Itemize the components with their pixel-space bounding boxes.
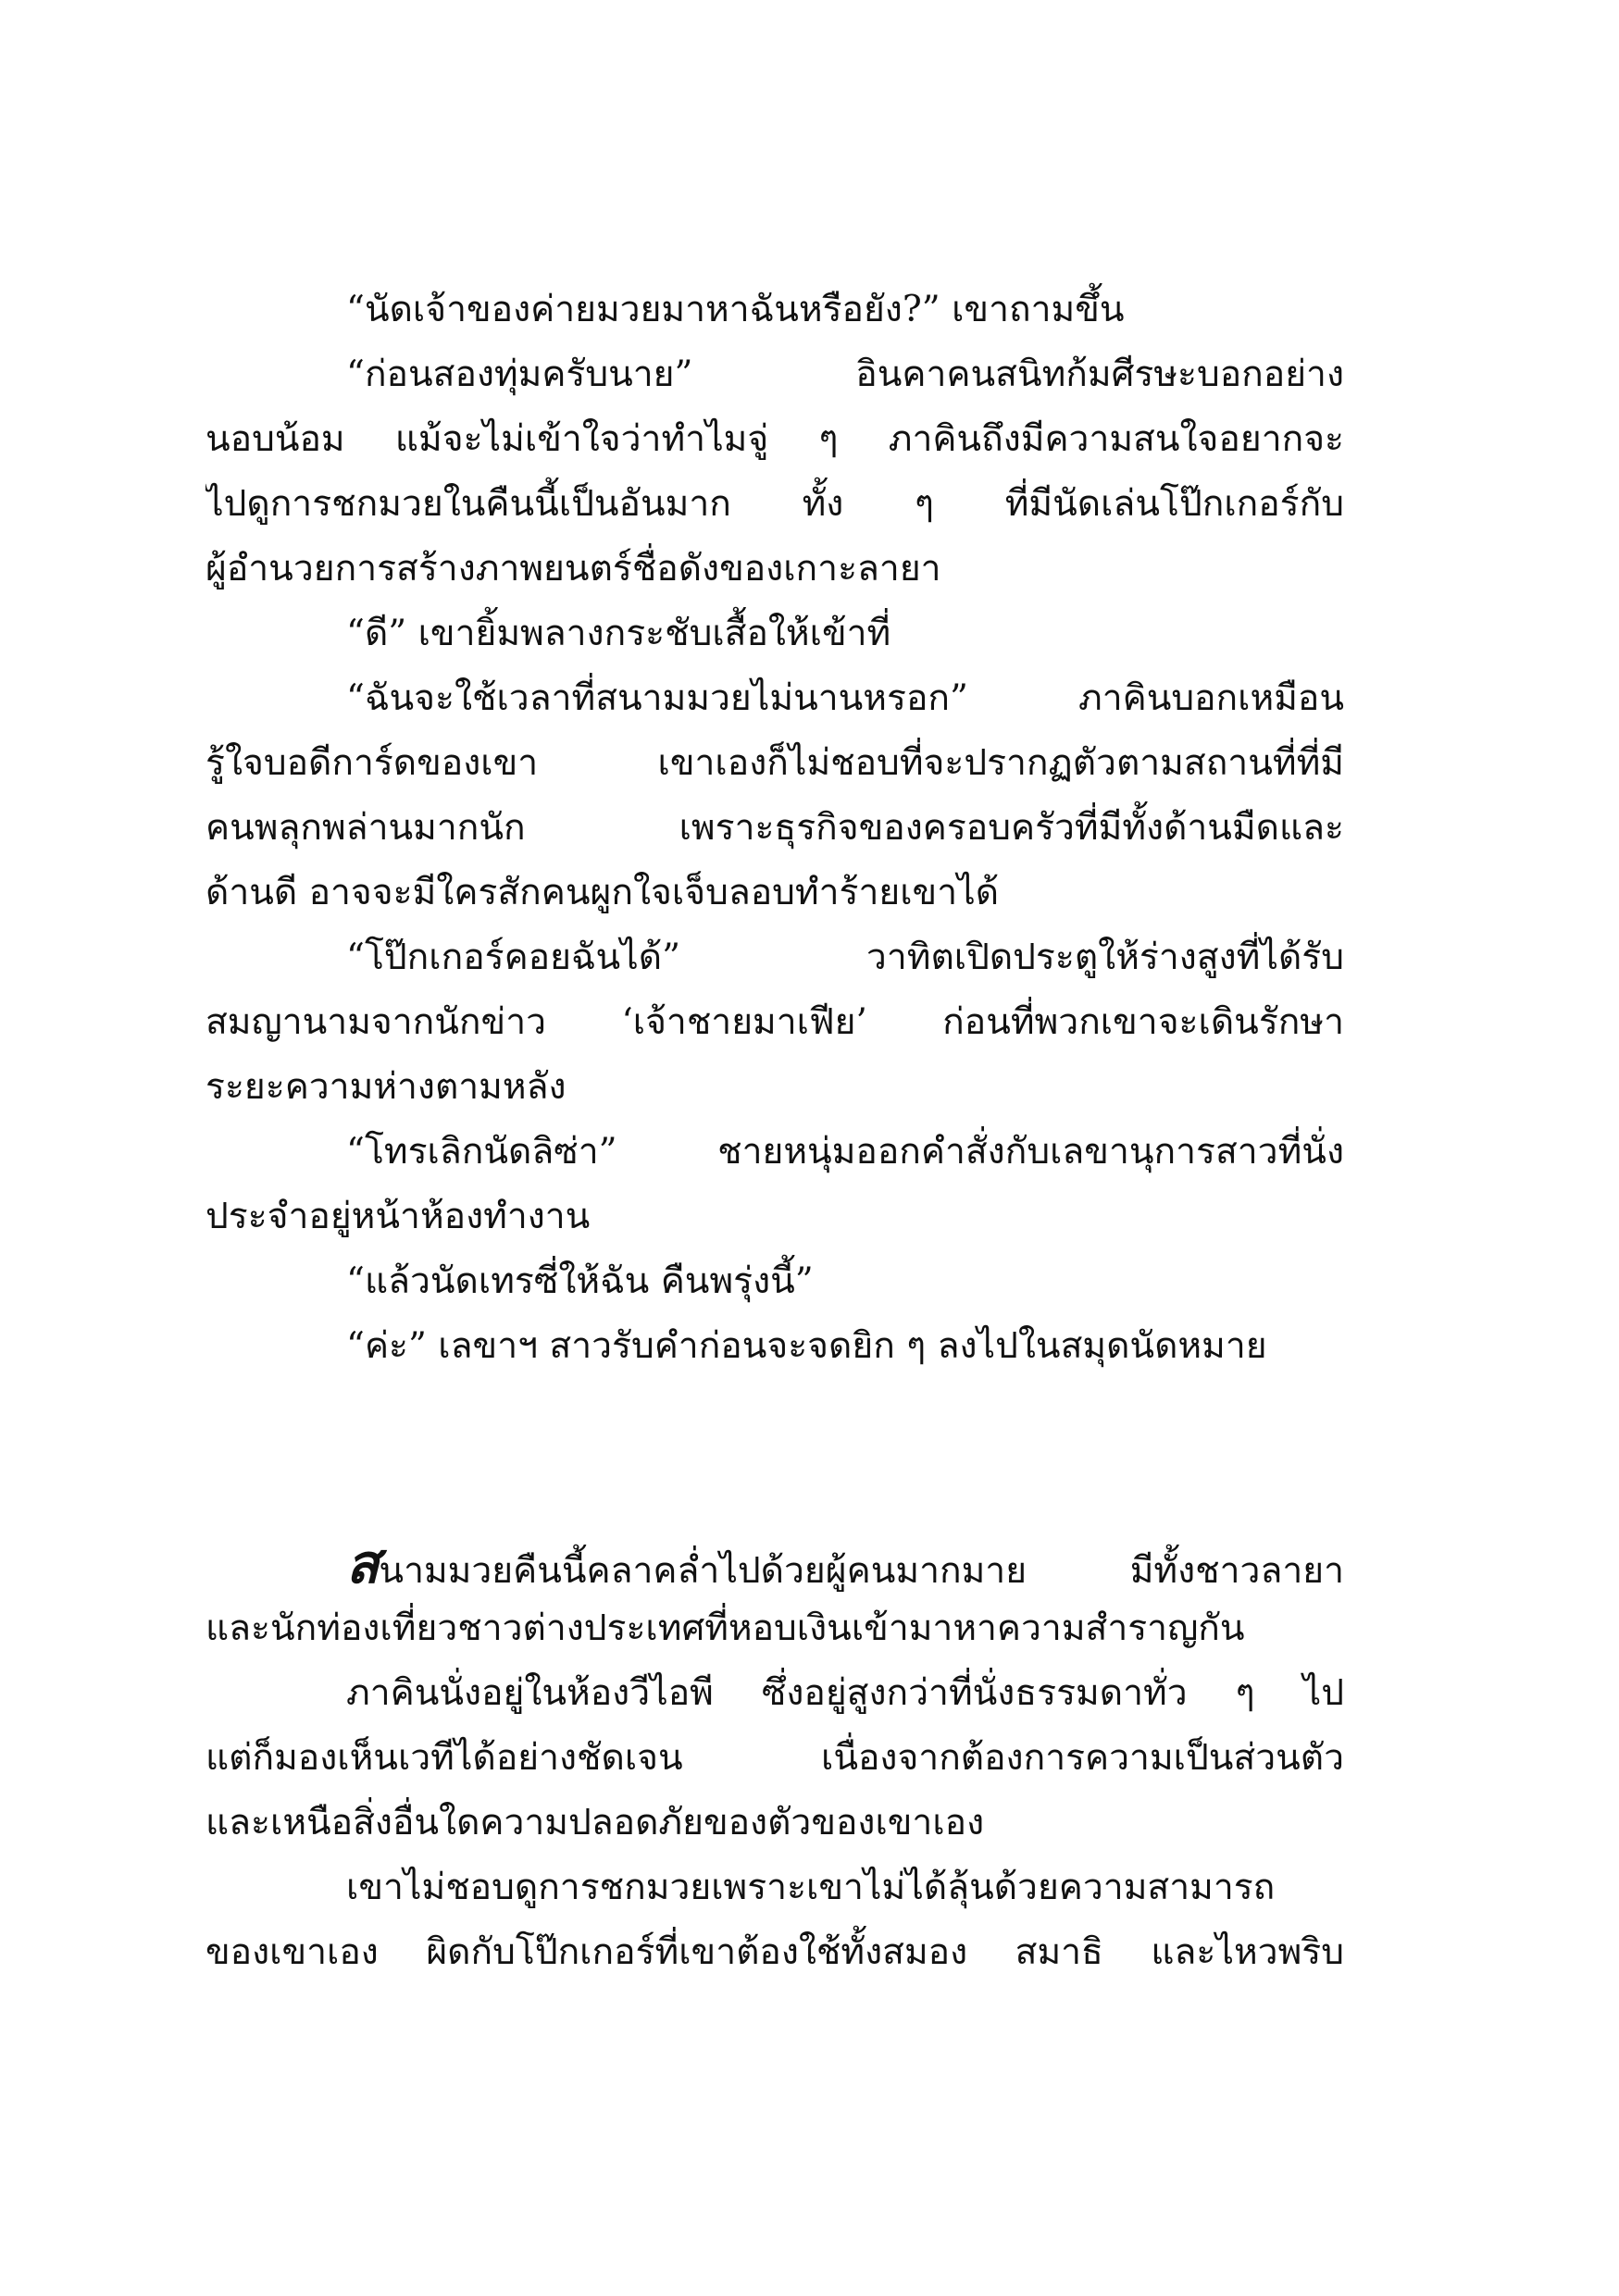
text-line: คนพลุกพล่านมากนัก เพราะธุรกิจของครอบครัวที่มีทั้งด้านมืดและ — [205, 807, 1344, 849]
section-opening-line — [205, 1532, 1344, 1596]
text-line: “ฉันจะใช้เวลาที่สนามมวยไม่นานหรอก” ภาคินบอกเหมือน — [346, 677, 1344, 719]
drop-cap-letter: ส — [346, 1533, 380, 1595]
text-line: “ดี” เขายิ้มพลางกระชับเสื้อให้เข้าที่ — [346, 613, 891, 654]
opening-line-text: นามมวยคืนนี้คลาคล่ำไปด้วยผู้คนมากมาย มีทั้งชาวลายา — [379, 1550, 1344, 1592]
text-line: “โป๊กเกอร์คอยฉันได้” วาทิตเปิดประตูให้ร่างสูงที่ได้รับ — [346, 937, 1344, 978]
text-line: ด้านดี อาจจะมีใครสักคนผูกใจเจ็บลอบทำร้ายเขาได้ — [205, 872, 1000, 913]
text-line: รู้ใจบอดีการ์ดของเขา เขาเองก็ไม่ชอบที่จะปรากฏตัวตามสถานที่ที่มี — [205, 742, 1344, 784]
text-line: ไปดูการชกมวยในคืนนี้เป็นอันมาก ทั้ง ๆ ที่มีนัดเล่นโป๊กเกอร์กับ — [205, 483, 1344, 525]
text-line: ผู้อำนวยการสร้างภาพยนตร์ชื่อดังของเกาะลายา — [205, 548, 941, 590]
text-line: “นัดเจ้าของค่ายมวยมาหาฉันหรือยัง?” เขาถามขึ้น — [346, 289, 1125, 330]
text-line: “แล้วนัดเทรซี่ให้ฉัน คืนพรุ่งนี้” — [346, 1260, 814, 1302]
section-two-text — [205, 1532, 1344, 1985]
text-line: “ก่อนสองทุ่มครับนาย” อินคาคนสนิทก้มศีรษะบอกอย่าง — [346, 354, 1344, 395]
text-line: ของเขาเอง ผิดกับโป๊กเกอร์ที่เขาต้องใช้ทั้งสมอง สมาธิ และไหวพริบ — [205, 1931, 1344, 1973]
text-line: แต่ก็มองเห็นเวทีได้อย่างชัดเจน เนื่องจากต้องการความเป็นส่วนตัว — [205, 1737, 1344, 1779]
text-line: ภาคินนั่งอยู่ในห้องวีไอพี ซึ่งอยู่สูงกว่าที่นั่งธรรมดาทั่ว ๆ ไป — [346, 1672, 1344, 1714]
text-line: นอบน้อม แม้จะไม่เข้าใจว่าทำไมจู่ ๆ ภาคินถึงมีความสนใจอยากจะ — [205, 418, 1344, 460]
text-line: สมญานามจากนักข่าว ‘เจ้าชายมาเฟีย’ ก่อนที่พวกเขาจะเดินรักษา — [205, 1001, 1344, 1043]
section-one-text — [205, 278, 1344, 1379]
text-line: และเหนือสิ่งอื่นใดความปลอดภัยของตัวของเขาเอง — [205, 1802, 985, 1843]
text-line: ประจำอยู่หน้าห้องทำงาน — [205, 1196, 591, 1237]
text-line: และนักท่องเที่ยวชาวต่างประเทศที่หอบเงินเข้ามาหาความสำราญกัน — [205, 1607, 1245, 1649]
text-line: ระยะความห่างตามหลัง — [205, 1066, 567, 1108]
text-line: เขาไม่ชอบดูการชกมวยเพราะเขาไม่ได้ลุ้นด้วยความสามารถ — [346, 1867, 1276, 1908]
text-line: “ค่ะ” เลขาฯ สาวรับคำก่อนจะจดยิก ๆ ลงไปในสมุดนัดหมาย — [346, 1325, 1267, 1367]
text-line: “โทรเลิกนัดลิซ่า” ชายหนุ่มออกคำสั่งกับเลขานุการสาวที่นั่ง — [346, 1131, 1344, 1173]
